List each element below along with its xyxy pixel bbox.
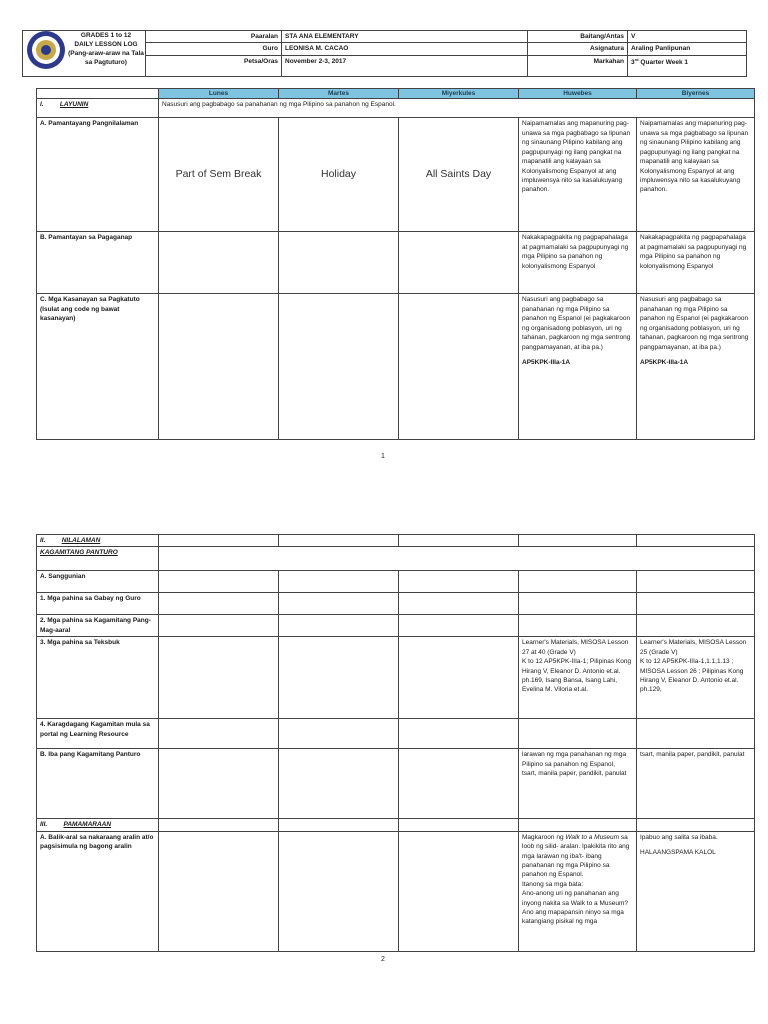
corner-cell [37,89,159,99]
page-number-2: 2 [381,956,385,963]
b-biyernes: Nakakapagpakita ng pagpapahalaga at pagmamalaki sa pagpupunyagi ng mga Pilipino sa panahon ng kolonyalismong Espanyol [637,232,755,294]
nilalaman-heading: II. NILALAMAN [37,535,159,547]
balik-biyernes: Ipabuo ang salita sa ibaba. HALAANGSPAMA KALOL [637,831,755,951]
pamantayan-pagaganap-label: B. Pamantayan sa Pagaganap [37,232,159,294]
day-lunes: Lunes [159,89,279,99]
asignatura-label: Asignatura [528,43,628,55]
day-huwebes: Huwebes [519,89,637,99]
paaralan-value: STA ANA ELEMENTARY [282,31,528,43]
balik-aral-label: A. Balik-aral sa nakaraang aralin at/o pagsisimula ng bagong aralin [37,831,159,951]
log-title: DAILY LESSON LOG [74,41,138,49]
paaralan-label: Paaralan [146,31,282,43]
day-biyernes: Biyernes [637,89,755,99]
c-huwebes: Nasusuri ang pagbabago sa panahanan ng mga Pilipino sa panahon ng Espanol (ei pagkakaroon ng organisadong poblasyon, uri ng tahanan, pagkaroon ng mga sentrong pangpamayanan, at iba pa.) AP5KPK-IIIa-1A [519,294,637,440]
layunin-text: Nasusuri ang pagbabago sa panahanan ng mga Pilipino sa panahon ng Espanol. [159,99,755,118]
teksbuk-huwebes: Learner's Materials, MISOSA Lesson 27 at 40 (Grade V) K to 12 AP5KPK-IIIa-1; Pilipinas Kong Hirang V, Eleanor D. Antonio et.al. ph.169, Isang Bansa, Isang Lahi, Evelina M. Viloria et.al. [519,637,637,719]
martes-holiday: Holiday [279,118,399,232]
pamantayang-pangnilalaman-label: A. Pamantayang Pangnilalaman [37,118,159,232]
a-biyernes: Naipamamalas ang mapanuring pag-unawa sa mga pagbabago sa lipunan ng sinaunang Pilipino kabilang ang pagpupunyagi ng ilang pangkat na mapanatili ang kalayaan sa Kolonyalismong Espanyol at ang impluwensya nito sa kasalukuyang panahon. [637,118,755,232]
layunin-heading: I. LAYUNIN [37,99,159,118]
miyerkules-all-saints: All Saints Day [399,118,519,232]
kagamitan-heading: KAGAMITANG PANTURO [37,547,159,571]
asignatura-value: Araling Panlipunan [628,43,747,55]
page-number-1: 1 [381,453,385,460]
guro-label: Guro [146,43,282,55]
teksbuk-biyernes: Learner's Materials, MISOSA Lesson 25 (Grade V) K to 12 AP5KPK-IIIa-1,1.1,1.13 ; MISOSA Lesson 26 ; Pilipinas Kong Hirang V, Eleanor D. Antonio et.al. ph.129, [637,637,755,719]
header-table [22,30,747,77]
a-huwebes: Naipamamalas ang mapanuring pag-unawa sa mga pagbabago sa lipunan ng sinaunang Pilipino kabilang ang pagpupunyagi ng ilang pangkat na mapanatili ang kalayaan sa Kolonyalismong Espanyol at ang impluwensya nito sa kasalukuyang panahon. [519,118,637,232]
iba-label: B. Iba pang Kagamitang Panturo [37,749,159,819]
lesson-table-page2 [36,534,755,952]
log-subtitle: (Pang-araw-araw na Tala sa Pagtuturo) [68,50,144,67]
petsa-value: November 2-3, 2017 [282,55,528,76]
day-martes: Martes [279,89,399,99]
markahan-label: Markahan [528,55,628,76]
sanggunian-label: A. Sanggunian [37,571,159,593]
baitang-value: V [628,31,747,43]
iba-huwebes: larawan ng mga panahanan ng mga Pilipino sa panahon ng Espanol, tsart, manila paper, pandikit, panulat [519,749,637,819]
pamamaraan-heading: III. PAMAMARAAN [37,819,159,831]
code-huwebes: AP5KPK-IIIa-1A [522,358,571,366]
day-miyerkules: Miyerkules [399,89,519,99]
b-huwebes: Nakakapagpakita ng pagpapahalaga at pagmamalaki sa pagpupunyagi ng mga Pilipino sa panahon ng kolonyalismong Espanyol [519,232,637,294]
code-biyernes: AP5KPK-IIIa-1A [640,358,689,366]
kasanayan-label: C. Mga Kasanayan sa Pagkatuto (Isulat ang code ng bawat kasanayan) [37,294,159,440]
lunes-break: Part of Sem Break [159,118,279,232]
grades-label: GRADES 1 to 12 [80,32,132,39]
balik-huwebes: Magkaroon ng Walk to a Museum sa loob ng silid- aralan. Ipakikita rito ang mga larawan ng iba't- ibang panahanan ng mga Pilipino sa panahon ng Espanol. Itanong sa mga bata: Ano-anong uri ng panahanan ang inyong nakita sa Walk to a Museum? Ano ang mapapansin ninyo sa mga katangiang pisikal ng mga [519,831,637,951]
guro-value: LEONISA M. CACAO [282,43,528,55]
petsa-label: Petsa/Oras [146,55,282,76]
lesson-table-page1 [36,88,755,440]
karagdagang-label: 4. Karagdagang Kagamitan mula sa portal ng Learning Resource [37,719,159,749]
teksbuk-label: 3. Mga pahina sa Teksbuk [37,637,159,719]
markahan-value: 3rd Quarter Week 1 [628,55,747,76]
c-biyernes: Nasusuri ang pagbabago sa panahanan ng mga Pilipino sa panahon ng Espanol (ei pagkakaroon ng organisadong poblasyon, uri ng tahanan, pagkaroon ng mga sentrong pangpamayanan, at iba pa.) AP5KPK-IIIa-1A [637,294,755,440]
gabay-label: 1. Mga pahina sa Gabay ng Guro [37,593,159,615]
kagamitang-label: 2. Mga pahina sa Kagamitang Pang-Mag-aaral [37,615,159,637]
baitang-label: Baitang/Antas [528,31,628,43]
iba-biyernes: tsart, manila paper, pandikit, panulat [637,749,755,819]
